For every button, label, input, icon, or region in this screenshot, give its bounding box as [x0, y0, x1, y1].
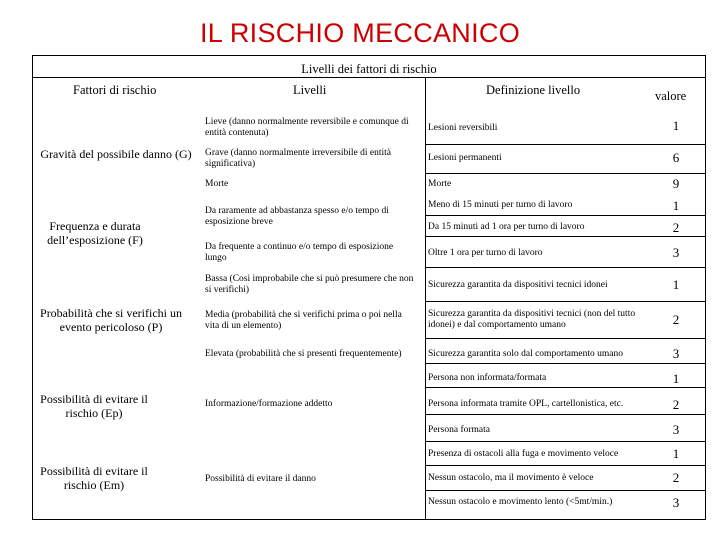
definition-cell: Lesioni permanenti — [428, 153, 502, 163]
value-cell: 2 — [672, 470, 680, 485]
row-divider — [425, 441, 705, 442]
risk-table — [32, 55, 706, 520]
row-divider — [425, 338, 705, 339]
level-cell: Possibilità di evitare il danno — [205, 474, 316, 484]
value-cell: 3 — [672, 422, 680, 437]
definition-cell: Sicurezza garantita solo dal comportamento umano — [428, 349, 623, 359]
level-cell: Lieve (danno normalmente reversibile e comunque di entità contenuta) — [205, 117, 409, 138]
definition-cell: Sicurezza garantita da dispositivi tecnici idonei — [428, 280, 608, 290]
page-title: IL RISCHIO MECCANICO — [199, 18, 521, 48]
level-cell: Bassa (Così improbabile che si può presumere che non si verifichi) — [205, 274, 414, 295]
level-cell: Media (probabilità che si verifichi prima o poi nella vita di un elemento) — [205, 310, 402, 331]
value-cell: 6 — [672, 150, 680, 165]
definition-cell: Sicurezza garantita da dispositivi tecnici (non del tutto idonei) e dal comportamento umano — [428, 309, 636, 330]
row-divider — [425, 144, 705, 145]
value-cell: 1 — [672, 446, 680, 461]
factor-em: Possibilità di evitare il rischio (Em) — [40, 464, 148, 492]
value-cell: 1 — [672, 277, 680, 292]
level-cell: Grave (danno normalmente irreversibile di entità significativa) — [205, 148, 391, 169]
factor-g: Gravità del possibile danno (G) — [40, 147, 192, 161]
column-header-levels: Livelli — [293, 83, 327, 97]
definition-cell: Da 15 minuti ad 1 ora per turno di lavoro — [428, 222, 585, 232]
definition-cell: Meno di 15 minuti per turno di lavoro — [428, 200, 573, 210]
row-divider — [425, 173, 705, 174]
definition-cell: Persona formata — [428, 425, 490, 435]
value-cell: 3 — [672, 495, 680, 510]
value-cell: 1 — [672, 198, 680, 213]
column-header-value: valore — [655, 89, 687, 103]
definition-cell: Nessun ostacolo e movimento lento (<5mt/min.) — [428, 497, 613, 507]
row-divider — [425, 414, 705, 415]
header-divider — [33, 77, 705, 78]
value-cell: 2 — [672, 312, 680, 327]
level-cell: Morte — [205, 179, 229, 189]
row-divider — [425, 387, 705, 388]
row-divider — [425, 490, 705, 491]
column-header-definition: Definizione livello — [486, 83, 581, 97]
table-header: Livelli dei fattori di rischio — [301, 62, 437, 76]
factor-f: Frequenza e durata dell’esposizione (F) — [47, 219, 143, 247]
level-cell: Da frequente a continuo e/o tempo di esposizione lungo — [205, 242, 394, 263]
definition-cell: Oltre 1 ora per turno di lavoro — [428, 248, 543, 258]
row-divider — [425, 267, 705, 268]
definition-cell: Persona non informata/formata — [428, 373, 547, 383]
value-cell: 3 — [672, 245, 680, 260]
column-header-factors: Fattori di rischio — [73, 83, 157, 97]
value-cell: 1 — [672, 118, 680, 133]
row-divider — [425, 363, 705, 364]
row-divider — [425, 465, 705, 466]
value-cell: 3 — [672, 346, 680, 361]
definition-cell: Persona informata tramite OPL, cartellonistica, etc. — [428, 399, 624, 409]
row-divider — [425, 301, 705, 302]
value-cell: 2 — [672, 397, 680, 412]
factor-p: Probabilità che si verifichi un evento pericoloso (P) — [40, 306, 182, 334]
definition-cell: Morte — [428, 179, 452, 189]
level-cell: Elevata (probabilità che si presenti frequentemente) — [205, 349, 402, 359]
definition-cell: Nessun ostacolo, ma il movimento è veloce — [428, 473, 594, 483]
factor-ep: Possibilità di evitare il rischio (Ep) — [40, 392, 148, 420]
definition-cell: Lesioni reversibili — [428, 123, 498, 133]
level-cell: Da raramente ad abbastanza spesso e/o tempo di esposizione breve — [205, 206, 389, 227]
value-cell: 1 — [672, 371, 680, 386]
value-cell: 9 — [672, 176, 680, 191]
level-cell: Informazione/formazione addetto — [205, 399, 333, 409]
row-divider — [425, 215, 705, 216]
row-divider — [425, 236, 705, 237]
definition-cell: Presenza di ostacoli alla fuga e movimento veloce — [428, 449, 619, 459]
value-cell: 2 — [672, 220, 680, 235]
